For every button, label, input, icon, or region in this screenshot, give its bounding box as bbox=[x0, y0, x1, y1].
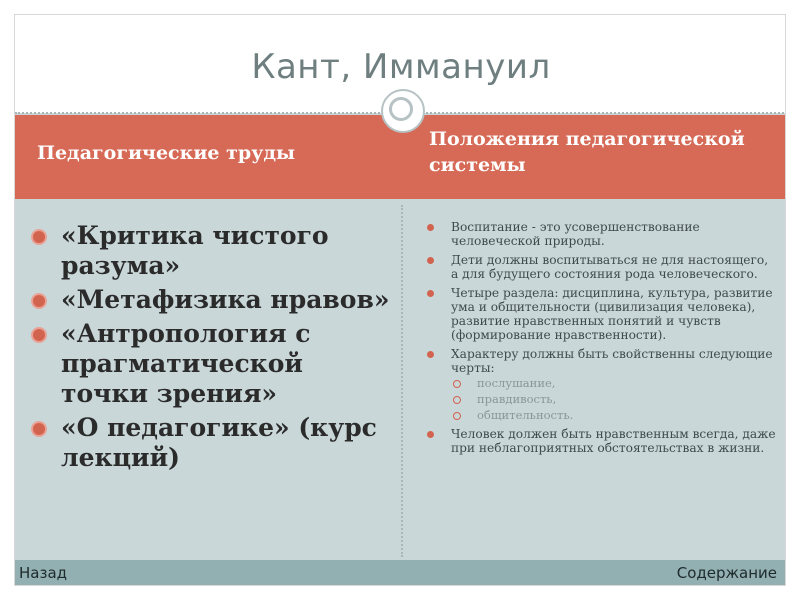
ring-ornament-icon bbox=[381, 89, 425, 133]
ring-bullet-icon bbox=[453, 380, 461, 388]
bullet-icon bbox=[33, 329, 45, 341]
bullet-icon bbox=[33, 231, 45, 243]
trait-text: правдивость, bbox=[477, 392, 557, 406]
bullet-icon bbox=[427, 224, 434, 231]
trait-text: общительность. bbox=[477, 408, 574, 422]
list-item bbox=[425, 253, 777, 281]
list-item bbox=[425, 427, 777, 455]
bullet-icon bbox=[33, 295, 45, 307]
list-item bbox=[31, 413, 391, 473]
bullet-icon bbox=[427, 257, 434, 264]
principle-text: Дети должны воспитываться не для настоящего, а для будущего состояния рода человеческого. bbox=[451, 253, 769, 281]
trait-text: послушание, bbox=[477, 376, 556, 390]
principles-list bbox=[425, 220, 777, 460]
ring-bullet-icon bbox=[453, 412, 461, 420]
list-item bbox=[31, 319, 391, 409]
bullet-icon bbox=[427, 351, 434, 358]
list-item bbox=[425, 347, 777, 422]
header-works: Педагогические труды bbox=[37, 142, 296, 164]
back-link[interactable]: Назад bbox=[19, 564, 68, 582]
slide bbox=[14, 14, 786, 586]
work-title: «Критика чистого разума» bbox=[61, 221, 329, 280]
bullet-icon bbox=[427, 290, 434, 297]
principle-text: Воспитание - это усовершенствование человеческой природы. bbox=[451, 220, 700, 248]
bullet-icon bbox=[427, 431, 434, 438]
principle-text: Четыре раздела: дисциплина, культура, развитие ума и общительности (цивилизация человека), развитие нравственных понятий и чувств (формирование нравственности). bbox=[451, 286, 773, 342]
header-principles: Положения педагогической системы bbox=[429, 128, 745, 176]
column-divider bbox=[401, 205, 403, 557]
slide-title: Кант, Иммануил bbox=[251, 47, 551, 87]
ring-bullet-icon bbox=[453, 396, 461, 404]
list-item bbox=[31, 285, 391, 315]
list-item bbox=[451, 409, 777, 422]
principle-text: Характеру должны быть свойственны следующие черты: bbox=[451, 347, 773, 375]
bullet-icon bbox=[33, 423, 45, 435]
list-item bbox=[451, 393, 777, 406]
principle-text: Человек должен быть нравственным всегда, даже при неблагоприятных обстоятельствах в жизни. bbox=[451, 427, 776, 455]
list-item bbox=[425, 286, 777, 342]
list-item bbox=[451, 377, 777, 390]
work-title: «Метафизика нравов» bbox=[61, 285, 390, 314]
work-title: «Антропология с прагматической точки зрения» bbox=[61, 319, 311, 408]
work-title: «О педагогике» (курс лекций) bbox=[61, 413, 377, 472]
works-list bbox=[31, 221, 391, 477]
traits-list bbox=[451, 377, 777, 422]
list-item bbox=[425, 220, 777, 248]
footer-bar bbox=[15, 560, 786, 586]
contents-link[interactable]: Содержание bbox=[676, 564, 777, 582]
list-item bbox=[31, 221, 391, 281]
